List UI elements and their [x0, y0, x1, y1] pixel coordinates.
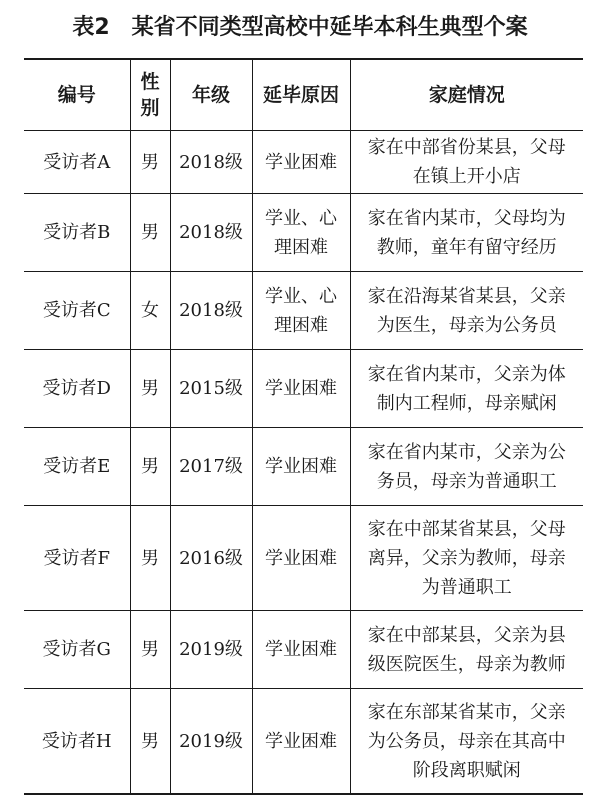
- header-gender: [130, 59, 170, 131]
- table-row: [24, 611, 583, 689]
- cell-grade: 2016级: [170, 506, 252, 611]
- table-number: 表2: [72, 14, 110, 40]
- cell-reason: [252, 428, 350, 506]
- family-line: 阶段离职赋闲: [412, 759, 521, 781]
- table-title: 某省不同类型高校中延毕本科生典型个案: [131, 14, 528, 40]
- family-line: 离异，父亲为教师，母亲: [367, 547, 566, 569]
- cell-gender: 男: [130, 350, 170, 428]
- reason-line: 学业、心: [265, 207, 337, 229]
- cell-family: [350, 350, 583, 428]
- family-line: 家在中部省份某县，父母: [367, 137, 566, 158]
- cell-id: 受访者E: [24, 428, 130, 506]
- family-line: 家在省内某市，父亲为公: [367, 441, 566, 463]
- cell-gender: 男: [130, 689, 170, 795]
- family-line: 家在东部某省某市，父亲: [367, 701, 566, 723]
- reason-line: 学业困难: [265, 456, 337, 477]
- case-table: [24, 58, 583, 795]
- table-row: [24, 350, 583, 428]
- cell-reason: [252, 689, 350, 795]
- cell-reason: [252, 272, 350, 350]
- reason-line: 学业困难: [265, 547, 337, 569]
- header-gender-line2: 别: [140, 97, 160, 119]
- cell-id: 受访者F: [24, 506, 130, 611]
- cell-family: [350, 506, 583, 611]
- table-row: [24, 506, 583, 611]
- header-gender-line1: 性: [140, 71, 160, 93]
- cell-reason: [252, 350, 350, 428]
- cell-gender: 男: [130, 131, 170, 194]
- cell-family: [350, 428, 583, 506]
- cell-grade: 2018级: [170, 194, 252, 272]
- header-id: 编号: [24, 59, 130, 131]
- family-line: 务员，母亲为普通职工: [376, 470, 557, 492]
- cell-gender: 男: [130, 506, 170, 611]
- family-line: 级医院医生，母亲为教师: [367, 653, 566, 675]
- cell-family: [350, 689, 583, 795]
- header-grade: 年级: [170, 59, 252, 131]
- family-line: 为公务员，母亲在其高中: [367, 730, 566, 752]
- cell-family: [350, 611, 583, 689]
- cell-family: [350, 194, 583, 272]
- table-row: [24, 194, 583, 272]
- cell-grade: 2018级: [170, 131, 252, 194]
- reason-line: 理困难: [274, 314, 328, 336]
- cell-id: 受访者D: [24, 350, 130, 428]
- cell-grade: 2019级: [170, 689, 252, 795]
- table-row: [24, 131, 583, 194]
- family-line: 家在省内某市，父亲为体: [367, 363, 566, 385]
- cell-grade: 2015级: [170, 350, 252, 428]
- cell-reason: [252, 131, 350, 194]
- cell-grade: 2019级: [170, 611, 252, 689]
- cell-id: 受访者A: [24, 131, 130, 194]
- cell-gender: 男: [130, 428, 170, 506]
- cell-id: 受访者G: [24, 611, 130, 689]
- header-family: 家庭情况: [350, 59, 583, 131]
- family-line: 家在省内某市，父母均为: [367, 207, 566, 229]
- family-line: 教师，童年有留守经历: [376, 236, 557, 258]
- table-row: [24, 428, 583, 506]
- table-caption: [0, 8, 600, 42]
- cell-reason: [252, 611, 350, 689]
- cell-family: [350, 131, 583, 194]
- cell-id: 受访者C: [24, 272, 130, 350]
- reason-line: 学业困难: [265, 151, 337, 173]
- cell-gender: 女: [130, 272, 170, 350]
- header-row: [24, 59, 583, 131]
- cell-reason: [252, 194, 350, 272]
- header-reason: 延毕原因: [252, 59, 350, 131]
- cell-gender: 男: [130, 194, 170, 272]
- table-row: [24, 272, 583, 350]
- reason-line: 学业困难: [265, 730, 337, 752]
- table-row: [24, 689, 583, 795]
- family-line: 家在中部某省某县，父母: [367, 518, 566, 540]
- family-line: 家在中部某县，父亲为县: [367, 624, 566, 646]
- reason-line: 学业困难: [265, 378, 337, 399]
- cell-id: 受访者H: [24, 689, 130, 795]
- family-line: 为普通职工: [421, 576, 512, 598]
- reason-line: 理困难: [274, 236, 328, 258]
- family-line: 家在沿海某省某县，父亲: [367, 285, 566, 307]
- reason-line: 学业困难: [265, 639, 337, 660]
- cell-reason: [252, 506, 350, 611]
- reason-line: 学业、心: [265, 285, 337, 307]
- cell-gender: 男: [130, 611, 170, 689]
- cell-grade: 2018级: [170, 272, 252, 350]
- family-line: 为医生，母亲为公务员: [376, 314, 557, 336]
- cell-family: [350, 272, 583, 350]
- family-line: 在镇上开小店: [412, 166, 521, 187]
- cell-id: 受访者B: [24, 194, 130, 272]
- family-line: 制内工程师，母亲赋闲: [376, 392, 557, 414]
- cell-grade: 2017级: [170, 428, 252, 506]
